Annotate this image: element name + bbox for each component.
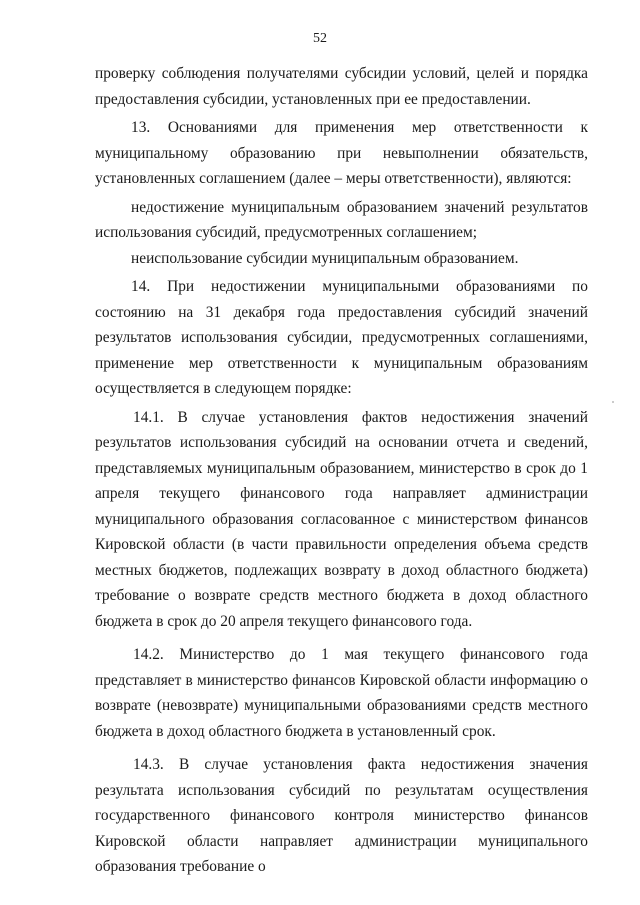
document-body [95,61,588,880]
scan-speck [612,401,614,403]
paragraph-clause-14-2: 14.2. Министерство до 1 мая текущего финансового года представляет в министерство финансов Кировской области информацию о возврате (невозврате) муниципальными образованиями средств местного бюджета в доход областного бюджета в установленный срок. [95,646,588,740]
paragraph-clause-14: 14. При недостижении муниципальными образованиями по состоянию на 31 декабря года предоставления субсидий значений результатов использования субсидии, предусмотренных соглашениями, применение мер ответственности к муниципальным образованиям осуществляется в следующем порядке: [95,278,588,397]
paragraph-clause-13: 13. Основаниями для применения мер ответственности к муниципальному образованию при невыполнении обязательств, установленных соглашением (далее – меры ответственности), являются: [95,119,588,187]
paragraph-non-achievement: недостижение муниципальным образованием значений результатов использования субсидий, предусмотренных соглашением; [95,198,588,241]
page-number: 52 [313,31,327,46]
paragraph-non-use: неиспользование субсидии муниципальным образованием. [131,249,519,267]
paragraph-clause-14-1: 14.1. В случае установления фактов недостижения значений результатов использования субсидий на основании отчета и сведений, представляемых муниципальным образованием, министерство в срок до 1 апреля текущего финансового года направляет администрации муниципального образования согласованное с министерством финансов Кировской области (в части правильности определения объема средств местных бюджетов, подлежащих возврату в доход областного бюджета) требование о возврате средств местного бюджета в доход областного бюджета в срок до 20 апреля текущего финансового года. [95,408,588,630]
paragraph-clause-14-3: 14.3. В случае установления факта недостижения значения результата использования субсидий по результатам осуществления государственного финансового контроля министерство финансов Кировской области направляет администрации муниципального образования требование о [95,756,588,875]
paragraph-continuation: проверку соблюдения получателями субсидии условий, целей и порядка предоставления субсидии, установленных при ее предоставлении. [95,65,588,108]
